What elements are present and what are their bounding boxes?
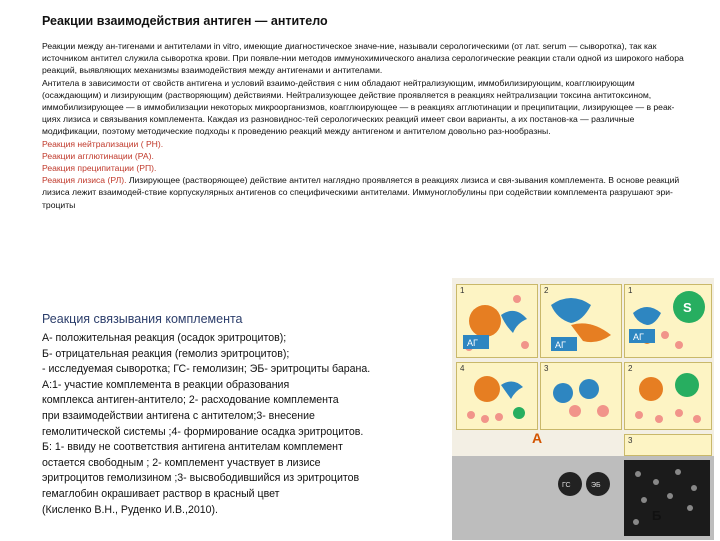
hemolytic-system-icon [541, 363, 621, 429]
panel-a3 [540, 362, 622, 430]
hemolysis-panel [624, 460, 710, 536]
legend-line: (Кисленко В.Н., Руденко И.В.,2010). [42, 503, 218, 516]
legend-line: Б: 1- ввиду не соответствия антигена антителам комплемент [42, 441, 343, 454]
reaction-neutralization: Реакция нейтрализации ( РН). [42, 138, 164, 149]
reaction-lysis [42, 174, 692, 211]
reaction-agglutination: Реакции агглютинации (РА). [42, 150, 154, 161]
hemolysin-erythrocyte-icon [556, 464, 616, 504]
panel-number: 2 [544, 286, 549, 295]
complement-consumption-icon [541, 285, 621, 357]
reaction-lysis-text: Лизирующее (растворяющее) действие антител наглядно проявляется в реакциях лизиса и свя-зывания комплемента. В основе реакций лизиса лежит взаимодей-ствие корпускулярных антигенов со специфическими антителами. Иммуноглобулины при содействии комплемента разрушают эри-троциты [42, 175, 680, 210]
gs-label: ГС [562, 482, 571, 489]
panel-number: 1 [628, 286, 633, 295]
hemolysis-particles-icon [624, 460, 710, 536]
complement-fixation-figure [452, 278, 714, 540]
ag-label: АГ [555, 340, 566, 350]
figure-legend [42, 331, 447, 518]
reaction-lysis-label: Реакция лизиса (РЛ). [42, 175, 127, 186]
panel-number: 4 [460, 364, 465, 373]
ag-label: АГ [633, 332, 644, 342]
legend-line: комплекса антиген-антитело; 2- расходование комплемента [42, 394, 339, 407]
complement-fixation-title: Реакция связывания комплемента [42, 312, 243, 326]
page-title: Реакции взаимодействия антиген — антитело [42, 14, 328, 28]
reaction-precipitation: Реакция преципитации (РП). [42, 163, 157, 174]
paragraph-antibody-actions: Антитела в зависимости от свойств антигена и условий взаимо-действия с ним обладают нейтрализующим, иммобилизирующим, коагглюирующим (осаждающим) и лизирующим (растворяющим) действиями. Нейтрализующее действие проявляется в реакциях нейтрализации токсина антитоксином, иммобилизирующее — в иммобилизации некоторых микроорганизмов, коагглюирующее — в реакциях агглютинации и преципитации, лизирующее — в реак-циях лизиса и связывания комплемента. Каждая из разновиднос-тей серологических реакций имеет свои варианты, а их постанов-ка — различные модификации, поэтому методические подходы к проведению реакций между антигеном и антителом довольно раз-нообразны. [42, 77, 675, 137]
legend-line: - исследуемая сыворотка; ГС- гемолизин; ЭБ- эритроциты барана. [42, 363, 371, 376]
lysis-icon [625, 363, 711, 429]
figure-label-a: А [532, 430, 543, 446]
panel-b2 [624, 362, 712, 430]
figure-label-b: Б [652, 508, 662, 523]
panel-a1 [456, 284, 538, 358]
panel-a2 [540, 284, 622, 358]
eb-label: ЭБ [591, 482, 601, 489]
panel-b3 [624, 434, 712, 456]
legend-line: гемолитической системы ;4- формирование осадка эритроцитов. [42, 425, 364, 438]
panel-number: 2 [628, 364, 633, 373]
legend-line: эритроцитов гемолизином ;3- высвободившийся из эритроцитов [42, 472, 360, 485]
intro-text [42, 40, 692, 211]
panel-b1 [624, 284, 712, 358]
ag-label: АГ [467, 338, 478, 348]
legend-line: Б- отрицательная реакция (гемолиз эритроцитов); [42, 347, 290, 360]
paragraph-serological: Реакции между ан-тигенами и антителами in vitro, имеющие диагностическое значе-ние, называли серологическими (от лат. serum — сыворотка), так как источником антител служила сыворотка крови. При появле-нии методов иммунохимического анализа серологические реакции стали одной из широкого набора реакций, выявляющих механизмы взаимодействия между антигенами и антителами. [42, 41, 684, 76]
panel-number: 3 [628, 436, 633, 445]
panel-number: 1 [460, 286, 465, 295]
panel-number: 3 [544, 364, 549, 373]
legend-line: при взаимодействии антигена с антителом;3- внесение [42, 409, 315, 422]
legend-line: А:1- участие комплемента в реакции образования [42, 378, 290, 391]
antigen-antibody-icon [457, 285, 537, 357]
free-complement-icon [625, 285, 711, 357]
legend-line: А- положительная реакция (осадок эритроцитов); [42, 332, 287, 344]
legend-line: гемаглобин окрашивает раствор в красный цвет [42, 487, 280, 500]
panel-a4 [456, 362, 538, 430]
erythrocyte-sediment-icon [457, 363, 537, 429]
legend-line: остается свободным ; 2- комплемент участвует в лизисе [42, 456, 321, 469]
serum-label: S [683, 300, 692, 315]
